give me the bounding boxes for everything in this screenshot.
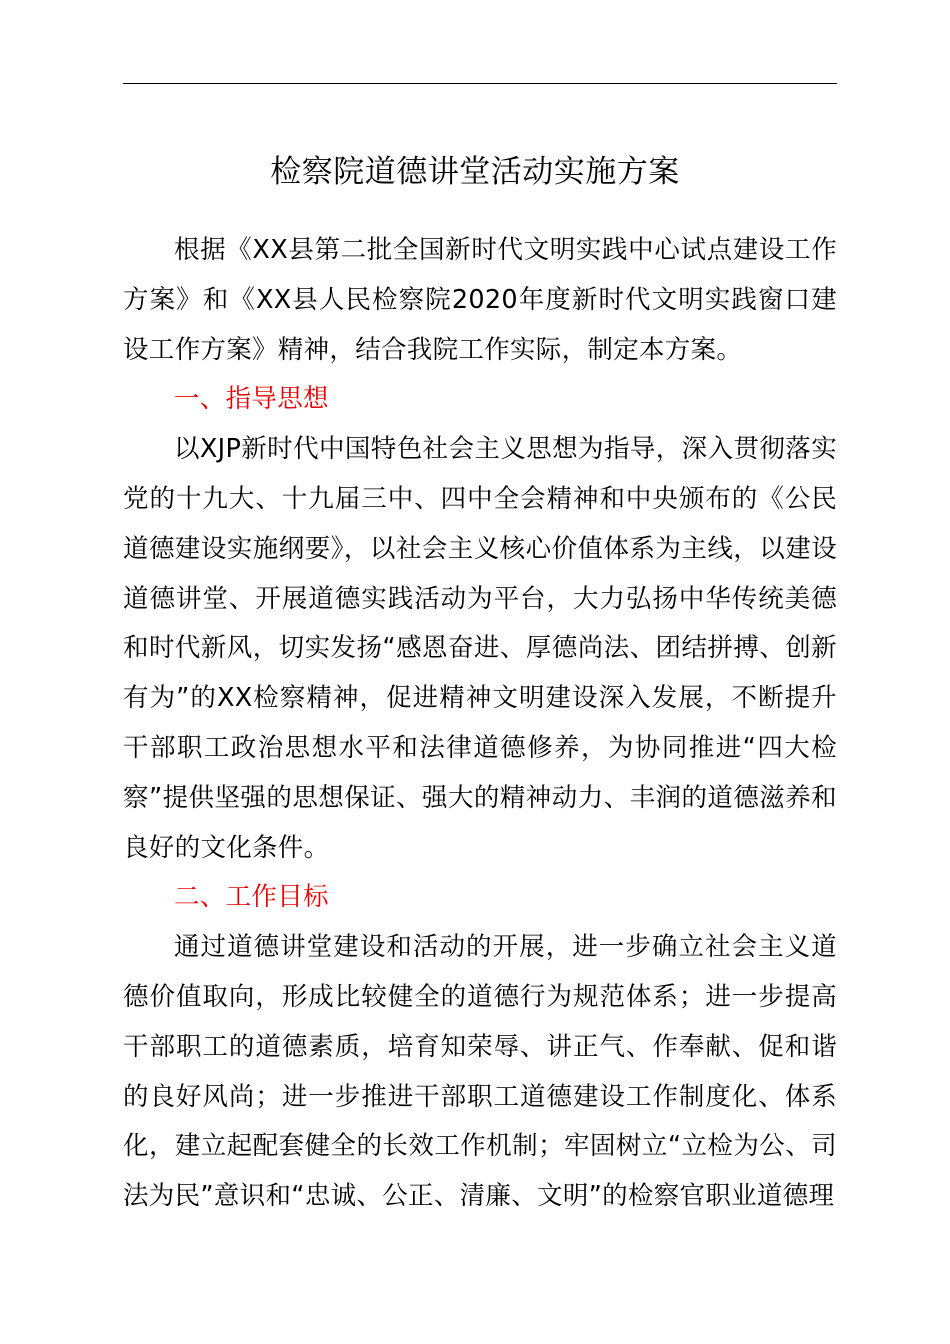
intro-paragraph: 根据《XX县第二批全国新时代文明实践中心试点建设工作方案》和《XX县人民检察院2020年度新时代文明实践窗口建设工作方案》精神，结合我院工作实际，制定本方案。 [123,235,837,365]
section-heading-work-goals: 二、工作目标 [174,882,329,913]
header-rule [123,83,837,84]
section-paragraph-guiding-ideology: 以XJP新时代中国特色社会主义思想为指导，深入贯彻落实党的十九大、十九届三中、四中全会精神和中央颁布的《公民道德建设实施纲要》，以社会主义核心价值体系为主线，以建设道德讲堂、开展道德实践活动为平台，大力弘扬中华传统美德和时代新风，切实发扬“感恩奋进、厚德尚法、团结拼搏、创新有为”的XX检察精神，促进精神文明建设深入发展，不断提升干部职工政治思想水平和法律道德修养，为协同推进“四大检察”提供坚强的思想保证、强大的精神动力、丰润的道德滋养和良好的文化条件。 [123,434,837,863]
section-paragraph-work-goals: 通过道德讲堂建设和活动的开展，进一步确立社会主义道德价值取向，形成比较健全的道德行为规范体系；进一步提高干部职工的道德素质，培育知荣辱、讲正气、作奉献、促和谐的良好风尚；进一步推进干部职工道德建设工作制度化、体系化，建立起配套健全的长效工作机制；牢固树立“立检为公、司法为民”意识和“忠诚、公正、清廉、文明”的检察官职业道德理 [123,932,837,1212]
document-body [123,226,837,1222]
section-heading-guiding-ideology: 一、指导思想 [174,384,329,415]
document-title: 检察院道德讲堂活动实施方案 [270,154,680,190]
